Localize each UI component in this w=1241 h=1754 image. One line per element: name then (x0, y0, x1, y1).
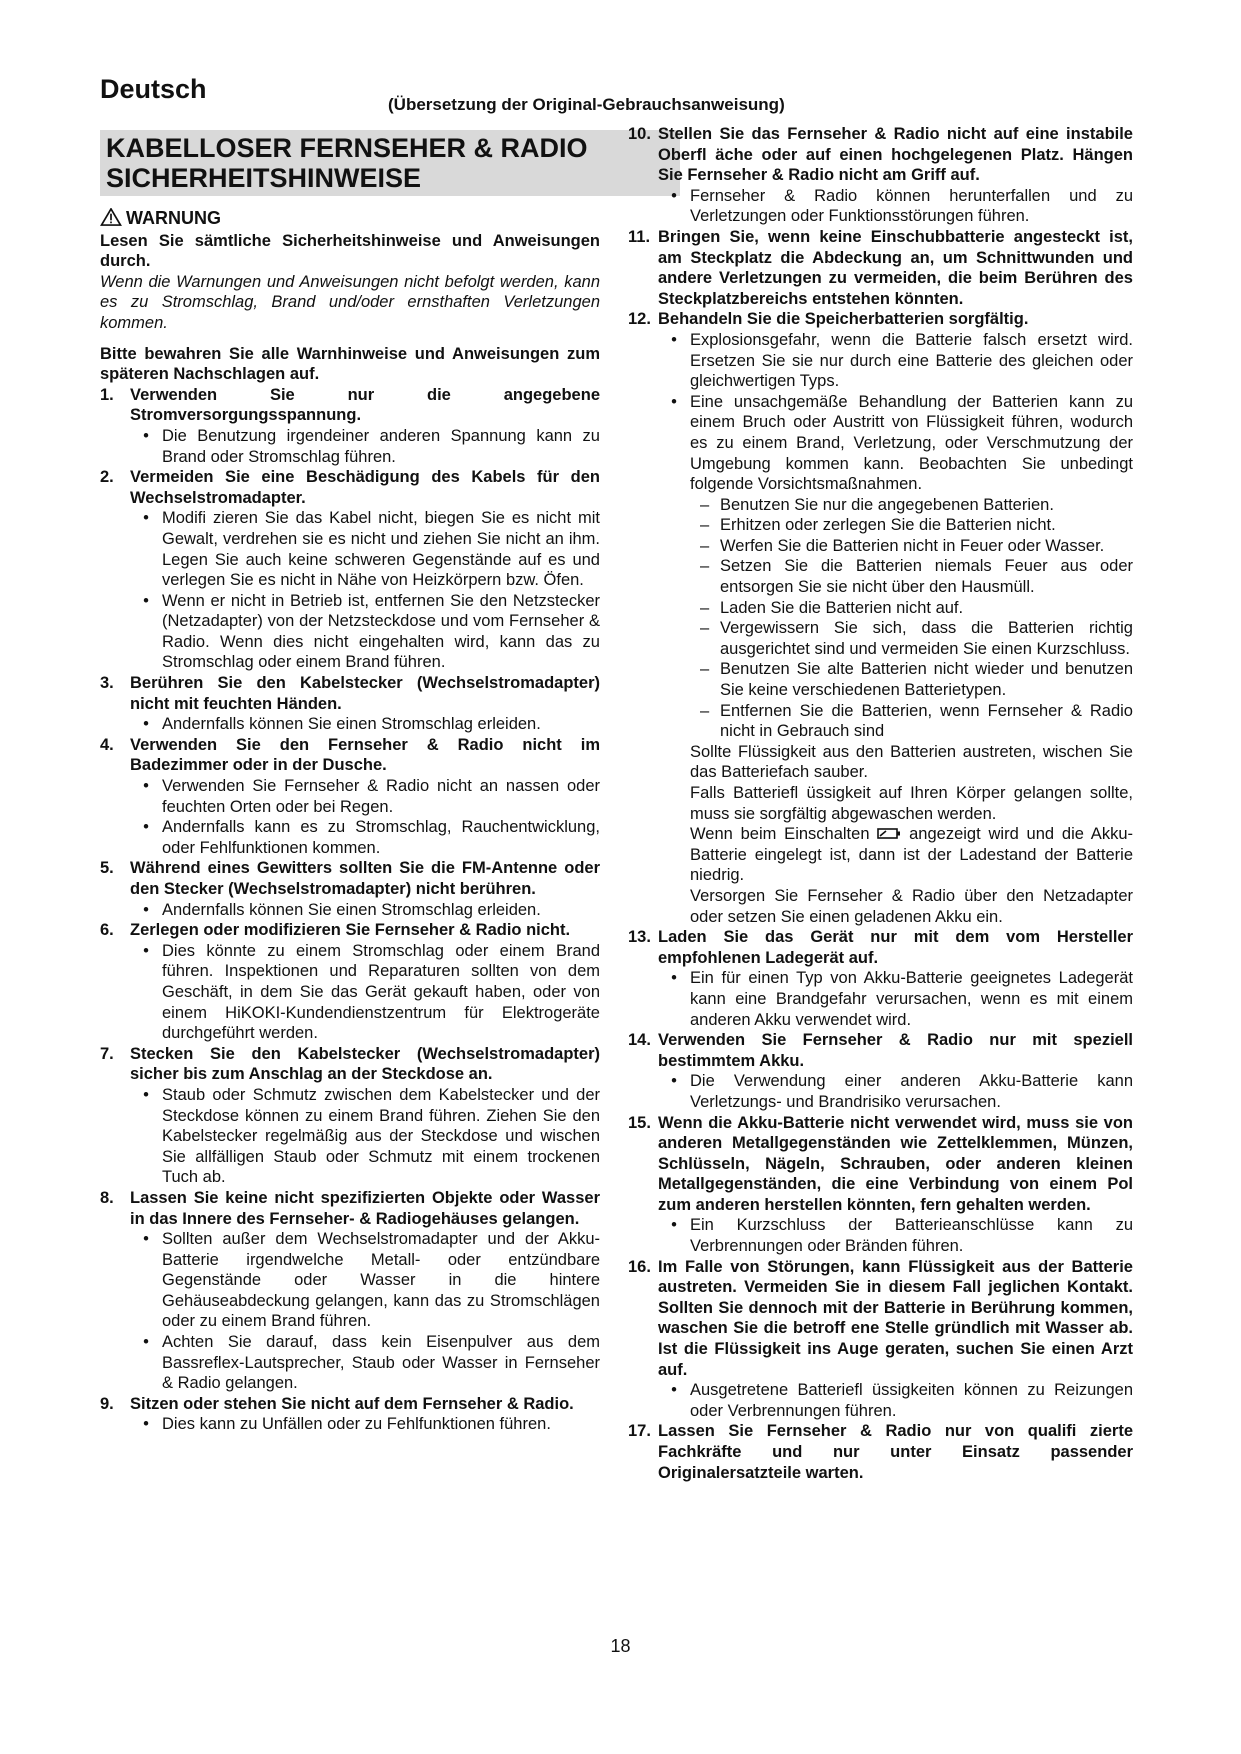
bullet-text: Dies kann zu Unfällen oder zu Fehlfunktionen führen. (162, 1415, 551, 1434)
list-item (130, 1332, 600, 1394)
list-item (700, 536, 1133, 557)
bullet-mark: • (143, 1415, 149, 1434)
bullet-text: Sollten außer dem Wechselstromadapter und der Akku-Batterie irgendwelche Metall- oder entzündbare Gegenstände oder Wasser in die hintere Gehäuseabdeckung gelangen, kann das zu Stromschlägen oder zu einem Brand führen. (162, 1230, 600, 1331)
dash-mark: – (700, 536, 710, 555)
bullet-text: Andernfalls können Sie einen Stromschlag erleiden. (162, 715, 541, 734)
list-item (700, 556, 1133, 597)
bullet-mark: • (143, 900, 149, 919)
item-11: 11. Bringen Sie, wenn keine Einschubbatterie angesteckt ist, am Steckplatz die Abdeckung an, um Schnittwunden und andere Verletzungen zu vermeiden, die beim Berühren des Steckplatzbereichs entstehen könnten. (628, 227, 1133, 308)
item-2 (100, 467, 600, 508)
low-battery-icon (877, 827, 901, 840)
left-column (100, 130, 600, 1435)
bullet-text: Die Benutzung irgendeiner anderen Spannung kann zu Brand oder Stromschlag führen. (162, 426, 600, 466)
list-item (130, 817, 600, 858)
item-number: 9. (100, 1394, 114, 1413)
item-7 (100, 1044, 600, 1085)
item-12: 12. Behandeln Sie die Speicherbatterien sorgfältig. (628, 310, 1029, 329)
item-6 (100, 920, 600, 941)
list-item: • Ein Kurzschluss der Batterieanschlüsse kann zu Verbrennungen oder Bränden führen. (671, 1216, 1133, 1256)
bullet-text: Andernfalls kann es zu Stromschlag, Rauchentwicklung, oder Fehlfunktionen kommen. (162, 818, 600, 857)
leak-paragraph: Sollte Flüssigkeit aus den Batterien austreten, wischen Sie das Batteriefach sauber. (690, 742, 1133, 782)
list-item (700, 659, 1133, 700)
dash-mark: – (700, 701, 710, 720)
bullet-mark: • (143, 426, 149, 445)
page-number: 18 (610, 1636, 631, 1656)
item-heading: Verwenden Sie nur die angegebene Stromversorgungsspannung. (130, 385, 600, 425)
dash-text: Werfen Sie die Batterien nicht in Feuer oder Wasser. (720, 536, 1105, 555)
item-8 (100, 1188, 600, 1229)
bullet-mark: • (143, 509, 149, 528)
dash-mark: – (700, 660, 710, 679)
bullet-text: Achten Sie darauf, dass kein Eisenpulver aus dem Bassreflex-Lautsprecher, Staub oder Wasser in Fernseher & Radio gelangen. (162, 1333, 600, 1393)
item-1 (100, 385, 600, 426)
bullet-text: Andernfalls können Sie einen Stromschlag erleiden. (162, 900, 541, 919)
list-item (700, 701, 1133, 742)
precautions-list (628, 495, 1133, 742)
bullet-text: Modifi zieren Sie das Kabel nicht, biegen Sie es nicht mit Gewalt, verdrehen sie es nicht und ziehen Sie nicht an ihm. Legen Sie auch keine schweren Gegenstände auf es und verlegen Sie es nicht in Nähe von Heizkörpern bzw. Öfen. (162, 509, 600, 590)
item-number: 7. (100, 1044, 114, 1063)
dash-mark: – (700, 516, 710, 535)
list-item: • Fernseher & Radio können herunterfallen und zu Verletzungen oder Funktionsstörungen führen. (671, 186, 1133, 226)
keep-instructions: Bitte bewahren Sie alle Warnhinweise und Anweisungen zum späteren Nachschlagen auf. (100, 344, 600, 384)
intro-italic: Wenn die Warnungen und Anweisungen nicht befolgt werden, kann es zu Stromschlag, Brand und/oder ernsthaften Verletzungen kommen. (100, 272, 600, 332)
list-item: • Ausgetretene Batteriefl üssigkeiten können zu Reizungen oder Verbrennungen führen. (671, 1381, 1133, 1420)
item-17: 17. Lassen Sie Fernseher & Radio nur von qualifi zierte Fachkräfte und nur unter Einsatz passender Originalersatzteile warten. (628, 1422, 1133, 1482)
list-item (700, 598, 1133, 619)
list-item: • Eine unsachgemäße Behandlung der Batterien kann zu einem Bruch oder Austritt von Flüssigkeit führen, wodurch es zu einem Brand, Verletzung, oder Verschmutzung der Umgebung kommen kann. Beobachten Sie unbedingt folgende Vorsichtsmaßnahmen. (671, 392, 1133, 494)
list-item (130, 1414, 600, 1435)
item-heading: Stecken Sie den Kabelstecker (Wechselstromadapter) sicher bis zum Anschlag an der Steckdose an. (130, 1044, 600, 1084)
bullet-mark: • (143, 1230, 149, 1249)
list-item (130, 776, 600, 817)
item-number: 8. (100, 1188, 114, 1207)
item-16: 16. Im Falle von Störungen, kann Flüssigkeit aus der Batterie austreten. Vermeiden Sie in diesem Fall jeglichen Kontakt. Sollten Sie dennoch mit der Batterie in Berührung kommen, waschen Sie die betroff ene Stelle gründlich mit Wasser ab. Ist die Flüssigkeit ins Auge geraten, suchen Sie einen Arzt auf. (628, 1257, 1133, 1379)
warning-triangle-icon (100, 208, 122, 226)
list-item (130, 1085, 600, 1188)
list-item (130, 900, 600, 921)
item-3 (100, 673, 600, 714)
item-13: 13. Laden Sie das Gerät nur mit dem vom Hersteller empfohlenen Ladegerät auf. (628, 928, 1133, 967)
language-heading: Deutsch (100, 74, 207, 104)
bullet-mark: • (143, 1085, 149, 1104)
list-item (700, 618, 1133, 659)
item-10: 10. Stellen Sie das Fernseher & Radio nicht auf eine instabile Oberfl äche oder auf einen hochgelegenen Platz. Hängen Sie Fernseher & Radio nicht am Griff auf. (628, 125, 1133, 185)
bullet-mark: • (143, 818, 149, 837)
list-item (130, 941, 600, 1044)
item-9 (100, 1394, 600, 1415)
body-contact-paragraph: Falls Batteriefl üssigkeit auf Ihren Körper gelangen sollte, muss sie sorgfältig abgewaschen werden. (690, 784, 1133, 823)
list-item (700, 515, 1133, 536)
item-15: 15. Wenn die Akku-Batterie nicht verwendet wird, muss sie von anderen Metallgegenständen wie Zettelklemmen, Münzen, Schlüsseln, Nägeln, Schrauben, oder anderen kleinen Metallgegenständen, die eine Verbindung von einem Pol zum anderen herstellen könnten, fern gehalten werden. (628, 1113, 1133, 1214)
item-number: 5. (100, 859, 114, 878)
bullet-text: Staub oder Schmutz zwischen dem Kabelstecker und der Steckdose können zu einem Brand führen. Ziehen Sie den Kabelstecker regelmäßig aus der Steckdose und wischen Sie allfälligen Staub oder Schmutz mit einem trockenen Tuch ab. (162, 1085, 600, 1187)
dash-text: Benutzen Sie nur die angegebenen Batterien. (720, 495, 1054, 514)
dash-mark: – (700, 557, 710, 576)
list-item (130, 591, 600, 673)
item-heading: Zerlegen oder modifizieren Sie Fernseher & Radio nicht. (130, 921, 571, 940)
item-4 (100, 735, 600, 776)
section-title: KABELLOSER FERNSEHER & RADIO SICHERHEITSHINWEISE (100, 130, 680, 196)
list-item: • Ein für einen Typ von Akku-Batterie geeignetes Ladegerät kann eine Brandgefahr verursachen, wenn es mit einem anderen Akku verwendet wird. (671, 969, 1133, 1029)
dash-text: Setzen Sie die Batterien niemals Feuer aus oder entsorgen Sie sie nicht über den Hausmüll. (720, 557, 1133, 597)
translation-subtitle: (Übersetzung der Original-Gebrauchsanweisung) (388, 95, 785, 114)
intro-bold: Lesen Sie sämtliche Sicherheitshinweise und Anweisungen durch. (100, 231, 600, 271)
dash-mark: – (700, 495, 710, 514)
list-item: • Die Verwendung einer anderen Akku-Batterie kann Verletzungs- und Brandrisiko verursachen. (671, 1072, 1133, 1111)
dash-mark: – (700, 619, 710, 638)
item-number: 4. (100, 735, 114, 754)
item-number: 1. (100, 385, 114, 404)
right-column (628, 124, 1133, 1483)
bullet-text: Wenn er nicht in Betrieb ist, entfernen Sie den Netzstecker (Netzadapter) von der Netzsteckdose und vom Fernseher & Radio. Wenn dies nicht eingehalten wird, kann das zu Stromschlag oder einem Brand führen. (162, 591, 600, 672)
bullet-text: Dies könnte zu einem Stromschlag oder einem Brand führen. Inspektionen und Reparaturen sollten von dem Geschäft, in dem Sie das Gerät gekauft haben, oder von einem HiKOKI-Kundendienstzentrum für Elektrogeräte durchgeführt werden. (162, 941, 600, 1043)
bullet-mark: • (143, 941, 149, 960)
dash-text: Laden Sie die Batterien nicht auf. (720, 598, 964, 617)
item-heading: Während eines Gewitters sollten Sie die FM-Antenne oder den Stecker (Wechselstromadapter) nicht berühren. (130, 859, 600, 898)
bullet-mark: • (143, 1333, 149, 1352)
item-number: 6. (100, 921, 114, 940)
list-item (700, 495, 1133, 516)
list-item (130, 508, 600, 590)
dash-text: Entfernen Sie die Batterien, wenn Fernseher & Radio nicht in Gebrauch sind (720, 701, 1133, 741)
bullet-mark: • (143, 591, 149, 610)
item-heading: Berühren Sie den Kabelstecker (Wechselstromadapter) nicht mit feuchten Händen. (130, 674, 600, 713)
item-number: 3. (100, 674, 114, 693)
bullet-text: Verwenden Sie Fernseher & Radio nicht an nassen oder feuchten Orten oder bei Regen. (162, 777, 600, 816)
item-5 (100, 858, 600, 899)
left-items-list (100, 385, 600, 1435)
item-heading: Verwenden Sie den Fernseher & Radio nicht im Badezimmer oder in der Dusche. (130, 735, 600, 775)
list-item (130, 1229, 600, 1332)
dash-text: Vergewissern Sie sich, dass die Batterien richtig ausgerichtet sind und vermeiden Sie einen Kurzschluss. (720, 619, 1133, 658)
dash-mark: – (700, 598, 710, 617)
list-item (130, 714, 600, 735)
dash-text: Erhitzen oder zerlegen Sie die Batterien nicht. (720, 516, 1056, 535)
item-heading: Sitzen oder stehen Sie nicht auf dem Fernseher & Radio. (130, 1394, 574, 1413)
bullet-mark: • (143, 715, 149, 734)
low-battery-paragraph: Wenn beim Einschalten angezeigt wird und die Akku-Batterie eingelegt ist, dann ist der Ladestand der Batterie niedrig. (690, 825, 1133, 885)
list-item: • Explosionsgefahr, wenn die Batterie falsch ersetzt wird. Ersetzen Sie sie nur durch eine Batterie des gleichen oder gleichwertigen Typs. (671, 330, 1133, 391)
item-heading: Lassen Sie keine nicht spezifizierten Objekte oder Wasser in das Innere des Fernseher- & Radiogehäuses gelangen. (130, 1188, 600, 1228)
item-heading: Vermeiden Sie eine Beschädigung des Kabels für den Wechselstromadapter. (130, 468, 600, 507)
bullet-mark: • (143, 777, 149, 796)
item-number: 2. (100, 468, 114, 487)
item-14: 14. Verwenden Sie Fernseher & Radio nur mit speziell bestimmtem Akku. (628, 1031, 1133, 1070)
list-item (130, 426, 600, 467)
power-supply-paragraph: Versorgen Sie Fernseher & Radio über den Netzadapter oder setzen Sie einen geladenen Akku ein. (690, 886, 1133, 926)
dash-text: Benutzen Sie alte Batterien nicht wieder und benutzen Sie keine verschiedenen Batterietypen. (720, 660, 1133, 700)
warning-heading: WARNUNG (100, 208, 600, 229)
